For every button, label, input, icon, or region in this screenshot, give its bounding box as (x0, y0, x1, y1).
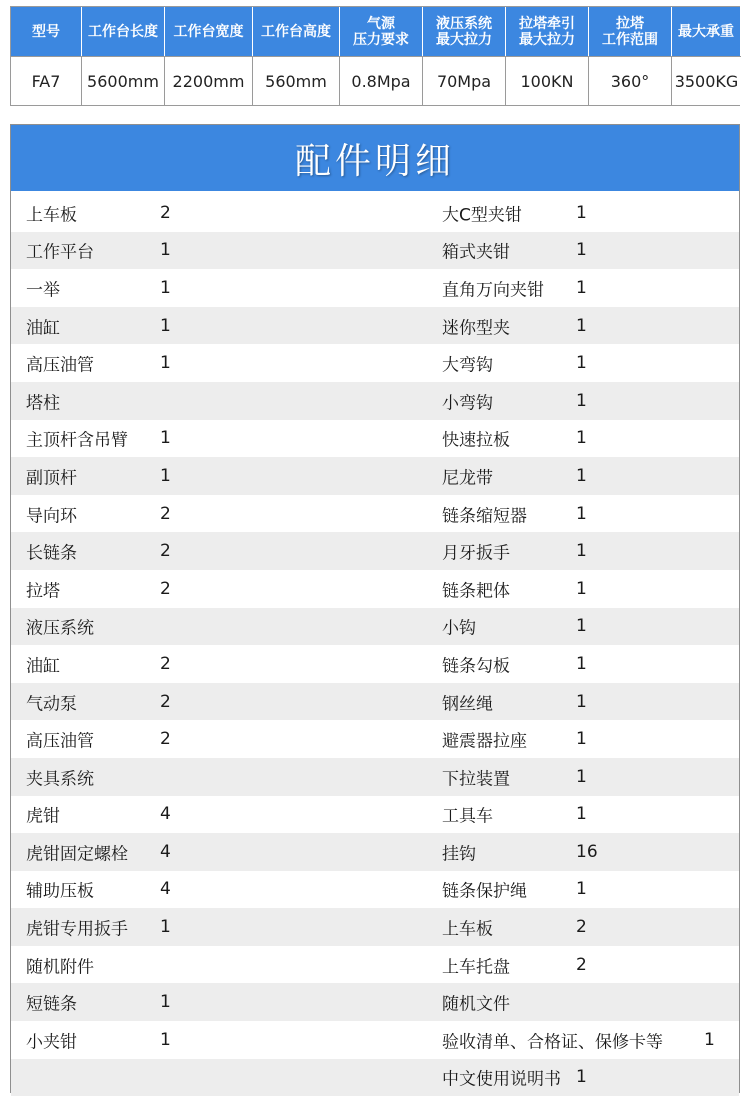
parts-row (11, 871, 739, 909)
part-qty-left: 2 (160, 202, 171, 223)
part-qty-right: 1 (576, 315, 587, 336)
part-name-right: 大C型夹钳 (442, 205, 522, 226)
part-name-left: 虎钳固定螺栓 (26, 844, 128, 865)
part-qty-right: 1 (576, 202, 587, 223)
spec-value-cell: 360° (589, 56, 672, 105)
part-qty-right: 16 (576, 841, 598, 862)
spec-header-cell: 工作台长度 (82, 7, 165, 56)
part-qty-right: 1 (576, 578, 587, 599)
part-qty-left: 2 (160, 691, 171, 712)
parts-row (11, 1059, 739, 1097)
parts-row (11, 796, 739, 834)
parts-row (11, 382, 739, 420)
parts-row (11, 420, 739, 458)
part-qty-right: 1 (576, 1067, 587, 1088)
part-name-left: 副顶杆 (26, 468, 77, 489)
part-qty-right: 2 (576, 917, 587, 938)
part-name-right: 中文使用说明书 (442, 1069, 561, 1090)
part-qty-right: 1 (576, 616, 587, 637)
part-qty-left: 1 (160, 277, 171, 298)
part-qty-right: 1 (576, 879, 587, 900)
parts-row (11, 232, 739, 270)
part-name-left: 导向环 (26, 506, 77, 527)
part-name-left: 短链条 (26, 994, 77, 1015)
spec-header-cell: 液压系统 最大拉力 (423, 7, 506, 56)
part-name-left: 虎钳 (26, 806, 60, 827)
part-qty-left: 1 (160, 428, 171, 449)
parts-row (11, 983, 739, 1021)
part-name-right: 大弯钩 (442, 355, 493, 376)
parts-list (11, 194, 739, 1096)
spec-header-cell: 气源 压力要求 (340, 7, 423, 56)
part-qty-right: 1 (704, 1029, 715, 1050)
spec-value-cell: 5600mm (82, 56, 165, 105)
parts-row (11, 532, 739, 570)
part-name-right: 小钩 (442, 618, 476, 639)
spec-header-cell: 工作台宽度 (165, 7, 253, 56)
parts-row (11, 1021, 739, 1059)
part-qty-left: 1 (160, 917, 171, 938)
part-name-left: 上车板 (26, 205, 77, 226)
part-qty-left: 1 (160, 465, 171, 486)
spec-header-cell: 拉塔 工作范围 (589, 7, 672, 56)
parts-row (11, 608, 739, 646)
part-qty-right: 1 (576, 465, 587, 486)
part-qty-left: 1 (160, 240, 171, 261)
part-qty-left: 1 (160, 353, 171, 374)
part-qty-left: 1 (160, 992, 171, 1013)
part-qty-right: 1 (576, 277, 587, 298)
parts-row (11, 269, 739, 307)
part-name-left: 高压油管 (26, 731, 94, 752)
part-qty-left: 4 (160, 841, 171, 862)
part-name-left: 小夹钳 (26, 1032, 77, 1053)
part-name-left: 油缸 (26, 656, 60, 677)
parts-header (11, 125, 739, 191)
part-name-left: 虎钳专用扳手 (26, 919, 128, 940)
part-qty-right: 1 (576, 691, 587, 712)
part-name-left: 高压油管 (26, 355, 94, 376)
part-name-left: 随机附件 (26, 957, 94, 978)
parts-row (11, 720, 739, 758)
part-name-left: 拉塔 (26, 581, 60, 602)
part-name-left: 一举 (26, 280, 60, 301)
part-qty-left: 2 (160, 653, 171, 674)
spec-header-cell: 工作台高度 (253, 7, 340, 56)
parts-row (11, 645, 739, 683)
part-qty-left: 4 (160, 804, 171, 825)
part-name-right: 链条缩短器 (442, 506, 527, 527)
part-qty-right: 1 (576, 541, 587, 562)
part-name-right: 上车托盘 (442, 957, 510, 978)
part-name-right: 迷你型夹 (442, 318, 510, 339)
part-name-right: 快速拉板 (442, 430, 510, 451)
part-qty-left: 1 (160, 1029, 171, 1050)
part-qty-right: 1 (576, 353, 587, 374)
part-qty-right: 1 (576, 653, 587, 674)
part-qty-right: 1 (576, 428, 587, 449)
part-name-right: 月牙扳手 (442, 543, 510, 564)
parts-row (11, 946, 739, 984)
part-qty-left: 1 (160, 315, 171, 336)
part-qty-left: 2 (160, 503, 171, 524)
part-name-left: 辅助压板 (26, 881, 94, 902)
part-name-left: 夹具系统 (26, 769, 94, 790)
part-name-right: 链条保护绳 (442, 881, 527, 902)
spec-table (10, 6, 740, 106)
part-name-left: 长链条 (26, 543, 77, 564)
part-name-right: 小弯钩 (442, 393, 493, 414)
part-qty-left: 2 (160, 729, 171, 750)
spec-value-cell: 100KN (506, 56, 589, 105)
part-name-right: 链条勾板 (442, 656, 510, 677)
part-name-right: 随机文件 (442, 994, 510, 1015)
part-name-left: 塔柱 (26, 393, 60, 414)
part-qty-right: 1 (576, 503, 587, 524)
part-name-right: 工具车 (442, 806, 493, 827)
parts-panel (10, 124, 740, 1093)
part-name-right: 避震器拉座 (442, 731, 527, 752)
part-name-right: 验收清单、合格证、保修卡等 (442, 1032, 663, 1053)
spec-header-cell: 型号 (11, 7, 82, 56)
parts-row (11, 495, 739, 533)
parts-title: 配件明细 (294, 140, 455, 182)
parts-row (11, 194, 739, 232)
part-qty-right: 1 (576, 766, 587, 787)
part-name-left: 液压系统 (26, 618, 94, 639)
part-qty-left: 2 (160, 578, 171, 599)
parts-row (11, 758, 739, 796)
spec-header-cell: 拉塔牵引 最大拉力 (506, 7, 589, 56)
part-name-right: 挂钩 (442, 844, 476, 865)
part-name-left: 主顶杆含吊臂 (26, 430, 128, 451)
part-name-right: 上车板 (442, 919, 493, 940)
spec-value-cell: 560mm (253, 56, 340, 105)
parts-row (11, 833, 739, 871)
spec-header-cell: 最大承重 (672, 7, 741, 56)
part-name-left: 油缸 (26, 318, 60, 339)
parts-row (11, 307, 739, 345)
part-name-right: 链条耙体 (442, 581, 510, 602)
part-qty-right: 1 (576, 390, 587, 411)
part-name-right: 钢丝绳 (442, 694, 493, 715)
parts-row (11, 344, 739, 382)
part-name-left: 气动泵 (26, 694, 77, 715)
spec-value-cell: 0.8Mpa (340, 56, 423, 105)
part-qty-right: 1 (576, 729, 587, 750)
parts-row (11, 908, 739, 946)
part-qty-right: 1 (576, 804, 587, 825)
spec-value-cell: FA7 (11, 56, 82, 105)
spec-value-cell: 3500KG (672, 56, 741, 105)
parts-row (11, 457, 739, 495)
parts-row (11, 683, 739, 721)
part-name-right: 尼龙带 (442, 468, 493, 489)
spec-value-cell: 2200mm (165, 56, 253, 105)
part-qty-left: 4 (160, 879, 171, 900)
part-qty-right: 1 (576, 240, 587, 261)
part-name-right: 下拉装置 (442, 769, 510, 790)
spec-value-cell: 70Mpa (423, 56, 506, 105)
part-name-left: 工作平台 (26, 242, 94, 263)
parts-row (11, 570, 739, 608)
part-qty-left: 2 (160, 541, 171, 562)
part-qty-right: 2 (576, 954, 587, 975)
part-name-right: 直角万向夹钳 (442, 280, 544, 301)
part-name-right: 箱式夹钳 (442, 242, 510, 263)
